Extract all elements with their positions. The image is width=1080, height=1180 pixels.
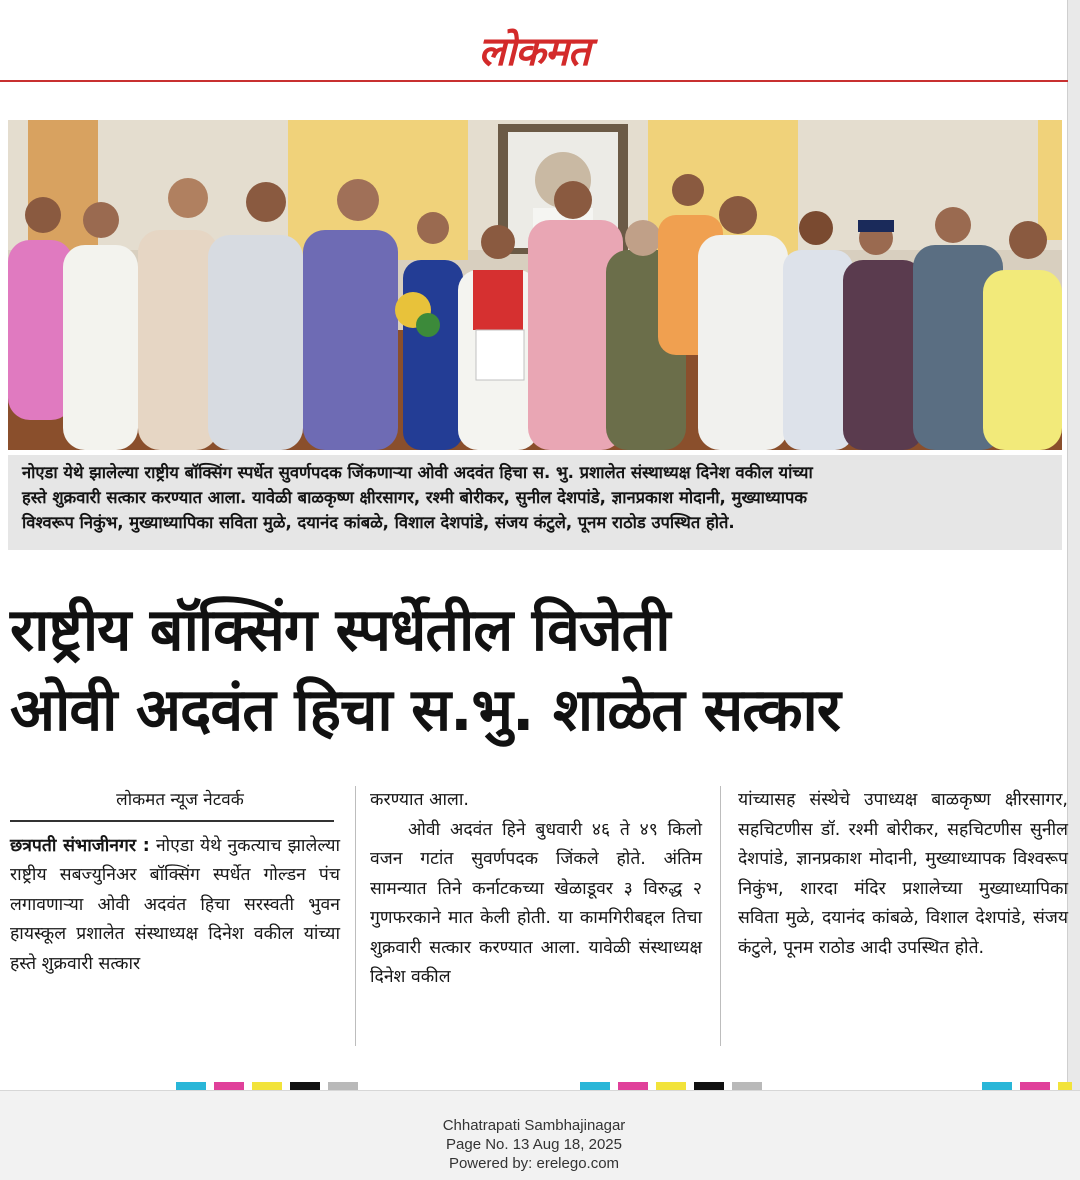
registration-marks-right bbox=[982, 1082, 1072, 1090]
column-2-lead: करण्यात आला. bbox=[370, 790, 469, 810]
caption-line: विश्वरूप निकुंभ, मुख्याध्यापिका सविता मुळे, दयानंद कांबळे, विशाल देशपांडे, संजय कंटुले, पूनम राठोड उपस्थित होते. bbox=[22, 513, 735, 532]
group-photo-icon bbox=[8, 120, 1062, 450]
caption-line: हस्ते शुक्रवारी सत्कार करण्यात आला. यावेळी बाळकृष्ण क्षीरसागर, रश्मी बोरीकर, सुनील देशपांडे, ज्ञानप्रकाश मोदानी, मुख्याध्यापक bbox=[22, 488, 808, 507]
column-divider bbox=[720, 786, 721, 1046]
headline-line-1: राष्ट्रीय बॉक्सिंग स्पर्धेतील विजेती bbox=[10, 595, 670, 664]
footer-edition: Chhatrapati Sambhajinagar bbox=[442, 1117, 626, 1134]
column-2-text: ओवी अदवंत हिने बुधवारी ४६ ते ४९ किलो वजन गटांत सुवर्णपदक जिंकले होते. अंतिम सामन्यात तिने कर्नाटकच्या खेळाडूवर ३ विरुद्ध २ गुणफरकाने मात केली होती. या कामगिरीबद्दल तिचा शुक्रवारी सत्कार करण्यात आला. यावेळी संस्थाध्यक्ष दिनेश वकील bbox=[370, 819, 702, 987]
byline-rule bbox=[10, 820, 334, 822]
article-column-1 bbox=[10, 786, 340, 979]
headline-line-2: ओवी अदवंत हिचा स.भु. शाळेत सत्कार bbox=[10, 675, 840, 744]
photo-caption bbox=[8, 455, 1062, 550]
footer-page-date: Page No. 13 Aug 18, 2025 bbox=[446, 1136, 622, 1153]
column-1-text: नोएडा येथे नुकत्याच झालेल्या राष्ट्रीय सबज्युनिअर बॉक्सिंग स्पर्धेत गोल्डन पंच लगावणाऱ्या ओवी अदवंत हिचा सरस्वती भुवन हायस्कूल प्रशालेत संस्थाध्यक्ष दिनेश वकील यांच्या हस्ते शुक्रवारी सत्कार bbox=[10, 835, 340, 974]
dateline: छत्रपती संभाजीनगर : bbox=[10, 835, 150, 856]
column-3-text: यांच्यासह संस्थेचे उपाध्यक्ष बाळकृष्ण क्षीरसागर, सहचिटणीस डॉ. रश्मी बोरीकर, सहचिटणीस सुनील देशपांडे, ज्ञानप्रकाश मोदानी, मुख्याध्यापक विश्वरूप निकुंभ, शारदा मंदिर प्रशालेच्या मुख्याध्यापिका सविता मुळे, दयानंद कांबळे, विशाल देशपांडे, संजय कंटुले, पूनम राठोड आदी उपस्थित होते. bbox=[738, 790, 1068, 958]
byline: लोकमत न्यूज नेटवर्क bbox=[116, 790, 244, 810]
article-column-3 bbox=[738, 786, 1068, 963]
registration-marks-center bbox=[580, 1082, 762, 1090]
registration-marks-left bbox=[176, 1082, 358, 1090]
masthead bbox=[0, 0, 1068, 82]
lokmat-logo: लोकमत bbox=[478, 29, 590, 75]
column-divider bbox=[355, 786, 356, 1046]
footer-powered: Powered by: erelego.com bbox=[448, 1155, 620, 1172]
group-photo bbox=[8, 120, 1062, 450]
masthead-rule bbox=[0, 80, 1068, 82]
article-column-2 bbox=[370, 786, 702, 993]
caption-line: नोएडा येथे झालेल्या राष्ट्रीय बॉक्सिंग स्पर्धेत सुवर्णपदक जिंकणाऱ्या ओवी अदवंत हिचा स. भु. प्रशालेत संस्थाध्यक्ष दिनेश वकील यांच्या bbox=[22, 463, 813, 482]
page-footer bbox=[0, 1116, 1068, 1173]
page-edge bbox=[1067, 0, 1080, 1179]
article-headline bbox=[10, 590, 1060, 750]
